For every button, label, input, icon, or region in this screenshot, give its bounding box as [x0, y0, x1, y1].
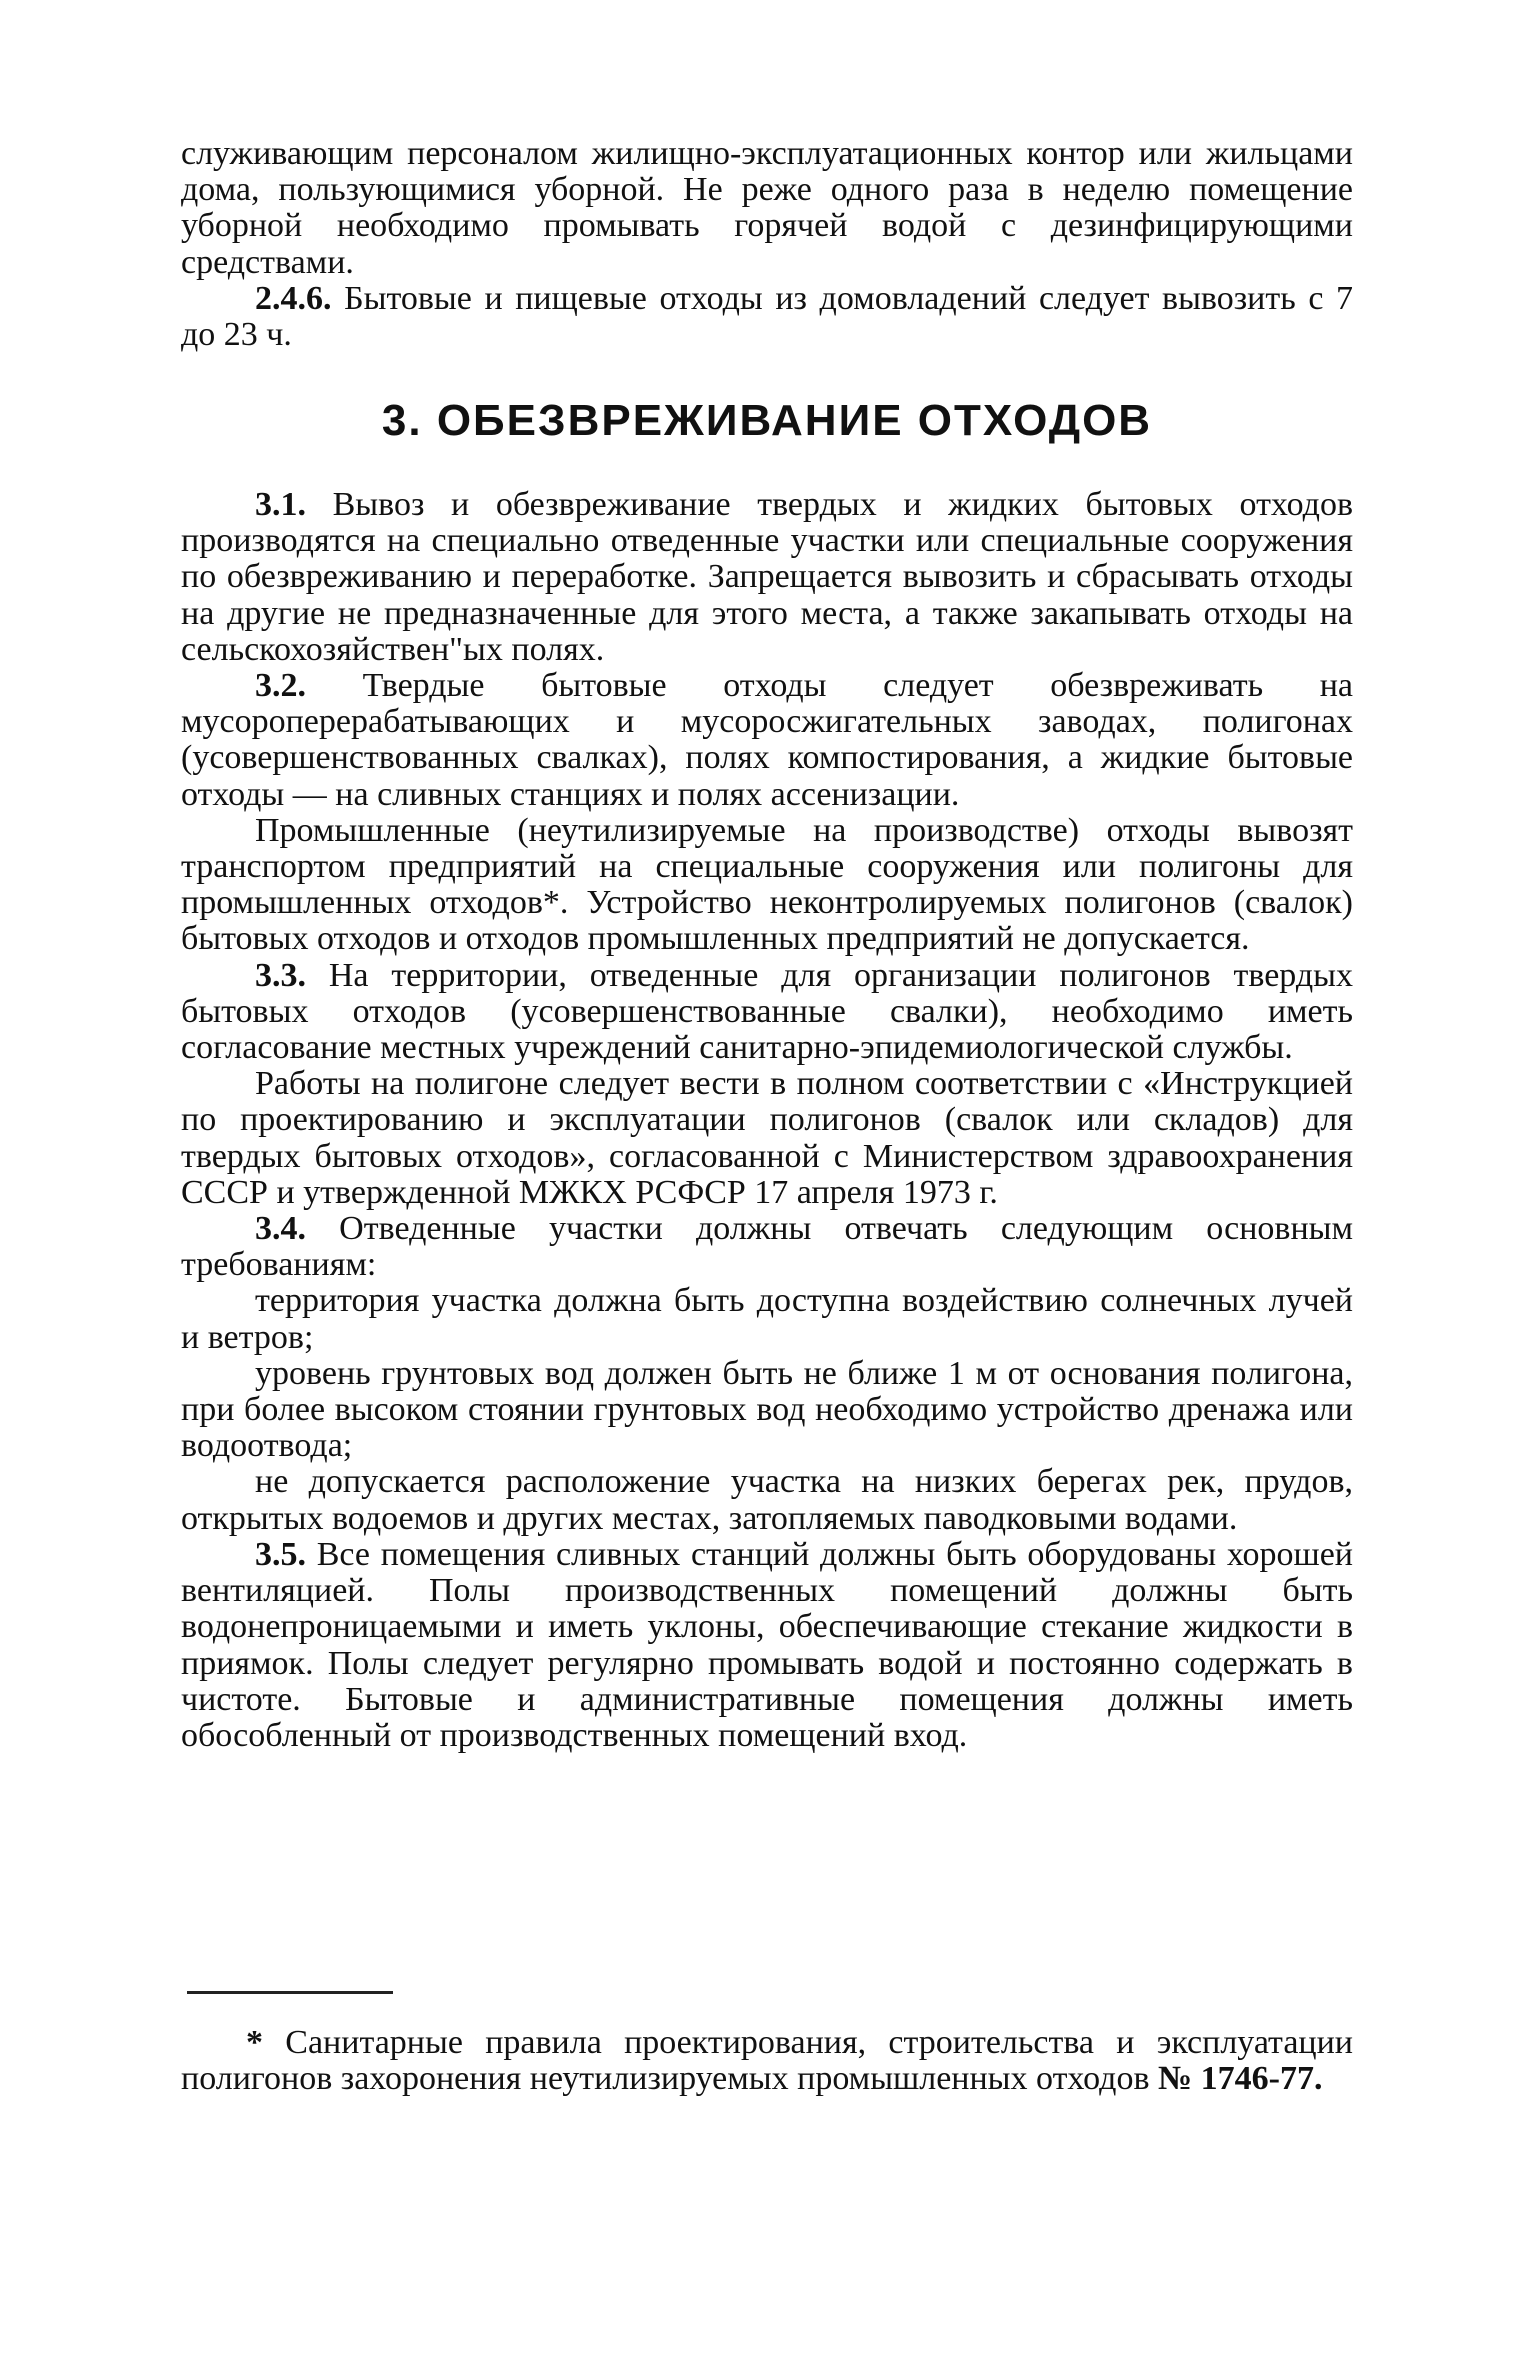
paragraph-text: Отведенные участки должны отвечать следующим основным требованиям:: [181, 1210, 1354, 1284]
paragraph-3-3-works: Работы на полигоне следует вести в полном соответствии с «Инструкцией по проектированию и эксплуатации полигонов (свалок или складов) для твердых бытовых отходов», согласованной с Министерством здравоохранения СССР и утвержденной МЖКХ РСФСР 17 апреля 1973 г.: [181, 1065, 1353, 1211]
paragraph-3-5: [181, 1537, 1353, 1754]
paragraph-text: Вывоз и обезвреживание твердых и жидких бытовых отходов производятся на специально отведенные участки или специальные сооружения по обезвреживанию и переработке. Запрещается вывозить и сбрасывать отходы на другие не предназначенные для этого места, а также закапывать отходы на сельскохозяйствен"ых полях.: [181, 486, 1353, 668]
paragraph-number: 3.2.: [255, 667, 306, 705]
paragraph-text: Все помещения сливных станций должны быть оборудованы хорошей вентиляцией. Полы производственных помещений должны быть водонепроницаемыми и иметь уклоны, обеспечивающие стекание жидкости в приямок. Полы следует регулярно промывать водой и постоянно содержать в чистоте. Бытовые и административные помещения должны иметь обособленный от производственных помещений вход.: [181, 1535, 1353, 1754]
footnote-mark: *: [246, 2024, 263, 2061]
footnote-number: № 1746-77.: [1158, 2060, 1323, 2098]
footnote-divider: [187, 1991, 393, 1994]
continuation-paragraph: служивающим персоналом жилищно-эксплуатационных контор или жильцами дома, пользующимися уборной. Не реже одного раза в неделю помещение уборной необходимо промывать горячей водой с дезинфицирующими средствами.: [181, 135, 1353, 281]
paragraph-text: На территории, отведенные для организации полигонов твердых бытовых отходов (усовершенствованные свалки), необходимо иметь согласование местных учреждений санитарно-эпидемиологической службы.: [181, 956, 1354, 1067]
section-heading: 3. ОБЕЗВРЕЖИВАНИЕ ОТХОДОВ: [381, 396, 1153, 445]
paragraph-number: 2.4.6.: [255, 279, 332, 317]
paragraph-number: 3.4.: [255, 1210, 306, 1248]
paragraph-text: Твердые бытовые отходы следует обезвреживать на мусороперерабатывающих и мусоросжигательных заводах, полигонах (усовершенствованных свалках), полях компостирования, а жидкие бытовые отходы — на сливных станциях и полях ассенизации.: [181, 667, 1354, 813]
requirement-item: территория участка должна быть доступна воздействию солнечных лучей и ветров;: [181, 1282, 1353, 1356]
paragraph-3-2-industrial: Промышленные (неутилизируемые на производстве) отходы вывозят транспортом предприятий на специальные сооружения или полигоны для промышленных отходов*. Устройство неконтролируемых полигонов (свалок) бытовых отходов и отходов промышленных предприятий не допускается.: [181, 811, 1353, 958]
paragraph-3-3: [181, 958, 1353, 1067]
footnote-text: Санитарные правила проектирования, строительства и эксплуатации полигонов захоронения неутилизируемых промышленных отходов: [181, 2024, 1353, 2098]
paragraph-text: Бытовые и пищевые отходы из домовладений следует вывозить с 7 до 23 ч.: [181, 279, 1354, 354]
section-3-body: [181, 487, 1353, 1754]
paragraph-3-1: [181, 487, 1353, 668]
paragraph-3-2: [181, 668, 1353, 813]
footnote: [181, 2025, 1353, 2097]
paragraph-number: 3.5.: [255, 1535, 306, 1573]
requirement-item: не допускается расположение участка на низких берегах рек, прудов, открытых водоемов и других местах, затопляемых паводковыми водами.: [181, 1463, 1353, 1537]
paragraph-number: 3.3.: [255, 956, 306, 994]
footnote-paragraph: [181, 2025, 1353, 2097]
requirement-item: уровень грунтовых вод должен быть не ближе 1 м от основания полигона, при более высоком стоянии грунтовых вод необходимо устройство дренажа или водоотвода;: [181, 1354, 1353, 1465]
top-section: [181, 136, 1353, 353]
paragraph-number: 3.1.: [255, 486, 306, 523]
paragraph-3-4: [181, 1211, 1353, 1283]
paragraph-2-4-6: [181, 281, 1353, 353]
